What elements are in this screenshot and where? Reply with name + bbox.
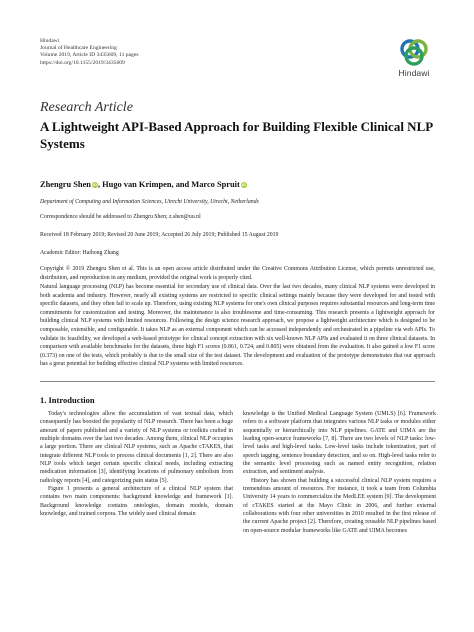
body-column-left <box>40 410 233 518</box>
academic-editor: Academic Editor: Haihong Zhang <box>40 250 119 256</box>
article-title: A Lightweight API-Based Approach for Building Flexible Clinical NLP Systems <box>40 119 433 151</box>
doi-link[interactable]: https://doi.org/10.1155/2019/3435609 <box>40 59 125 66</box>
journal-meta <box>40 38 139 67</box>
correspondence: Correspondence should be addressed to Zhengru Shen; z.shen@uu.nl <box>40 214 201 220</box>
author-name[interactable]: Marco Spruit <box>191 180 240 189</box>
article-type: Research Article <box>40 100 133 115</box>
abstract <box>40 283 435 369</box>
author-name[interactable]: Hugo van Krimpen <box>102 180 172 189</box>
volume-line: Volume 2019, Article ID 3435609, 11 pages <box>40 52 139 59</box>
section-divider <box>40 381 435 382</box>
abstract-text: Natural language processing (NLP) has become essential for secondary use of clinical data. Over the last two decades, many clinical NLP systems were developed in both academia and industry. However, nearly all existing systems are restricted to specific clinical settings mainly because they were developed for and tested with specific datasets, and they often fail to scale up. Therefore, using existing NLP systems for one's own clinical purposes requires substantial resources and long-term time commitments for customization and testing. Moreover, the maintenance is also troublesome and time-consuming. This research presents a lightweight approach for building clinical NLP systems with limited resources. Following the design science research approach, we propose a lightweight architecture which is designed to be composable, extensible, and configurable. It takes NLP as an external component which can be accessed independently and orchestrated in a pipeline via web APIs. To validate its feasibility, we developed a web-based prototype for clinical concept extraction with six well-known NLP APIs and evaluated it on three clinical datasets. In comparison with available benchmarks for the datasets, three high F1 scores (0.861, 0.724, and 0.805) were obtained from the evaluation. It also gained a low F1 score (0.373) on one of the tests, which probably is due to the small size of the test dataset. The development and evaluation of the prototype demonstrates that our approach has a great potential for building effective clinical NLP systems with limited resources. <box>40 284 435 368</box>
body-paragraph: Today's technologies allow the accumulation of vast textual data, which consequently has boosted the popularity of NLP research. There has been a huge amount of papers published and a variety of NLP systems or toolkits crafted in multiple domains over the last two decades. Among them, clinical NLP occupies a large portion. There are clinical NLP systems, such as Apache cTAKES, that integrate different NLP tools to process clinical documents [1, 2]. There are also NLP tools which target certain specific clinical needs, including extracting medication information [3], identifying locations of pulmonary embolism from radiology reports [4], and categorizing pain status [5]. <box>40 411 233 484</box>
publisher-name: Hindawi <box>40 38 60 44</box>
hindawi-rings-icon <box>399 37 429 67</box>
body-column-right <box>243 410 436 535</box>
orcid-icon[interactable]: iD <box>241 182 246 187</box>
section-heading: 1. Introduction <box>40 395 95 405</box>
journal-name: Journal of Healthcare Engineering <box>40 45 117 52</box>
author-list <box>40 180 247 189</box>
author-name[interactable]: Zhengru Shen <box>40 180 91 189</box>
copyright-text: Copyright © 2019 Zhengru Shen et al. This is an open access article distributed under the Creative Commons Attribution License, which permits unrestricted use, distribution, and reproduction in any medium, provided the original work is properly cited. <box>40 266 435 281</box>
publication-dates: Received 18 February 2019; Revised 20 June 2019; Accepted 26 July 2019; Published 15 August 2019 <box>40 232 279 238</box>
author-separator: , <box>97 180 103 189</box>
copyright-notice <box>40 265 435 282</box>
author-separator: , and <box>171 180 192 189</box>
affiliation: Department of Computing and Information Sciences, Utrecht University, Utrecht, Netherlands <box>40 199 259 205</box>
hindawi-logo <box>392 37 436 78</box>
body-paragraph: Figure 1 presents a general architecture of a clinical NLP system that contains two main components: background knowledge and framework [1]. Background knowledge contains ontologies, domain models, domain knowledge, and trained corpora. The widely used clinical domain <box>40 486 233 518</box>
body-paragraph: knowledge is the Unified Medical Language System (UMLS) [6]. Framework refers to a software platform that integrates various NLP tasks or modules either sequentially or hierarchically into NLP pipelines. GATE and UIMA are the leading open-source frameworks [7, 8]. There are two levels of NLP tasks: low-level tasks and high-level tasks. Low-level tasks include tokenization, part of speech tagging, sentence boundary detection, and so on. High-level tasks refer to the semantic level processing such as named entity recognition, relation extraction, and sentiment analysis. <box>243 411 436 476</box>
logo-text: Hindawi <box>398 68 430 78</box>
orcid-icon[interactable]: iD <box>92 182 97 187</box>
body-paragraph: History has shown that building a successful clinical NLP system requires a tremendous amount of resources. For instance, it took a team from Columbia University 14 years to commercialize the MedLEE system [9]. The development of cTAKES started at the Mayo Clinic in 2006, and further external collaborations with four other universities in 2010 resulted in the first release of the current Apache project [2]. Therefore, creating reusable NLP pipelines based on open-source modular frameworks like GATE and UIMA becomes <box>243 477 436 534</box>
